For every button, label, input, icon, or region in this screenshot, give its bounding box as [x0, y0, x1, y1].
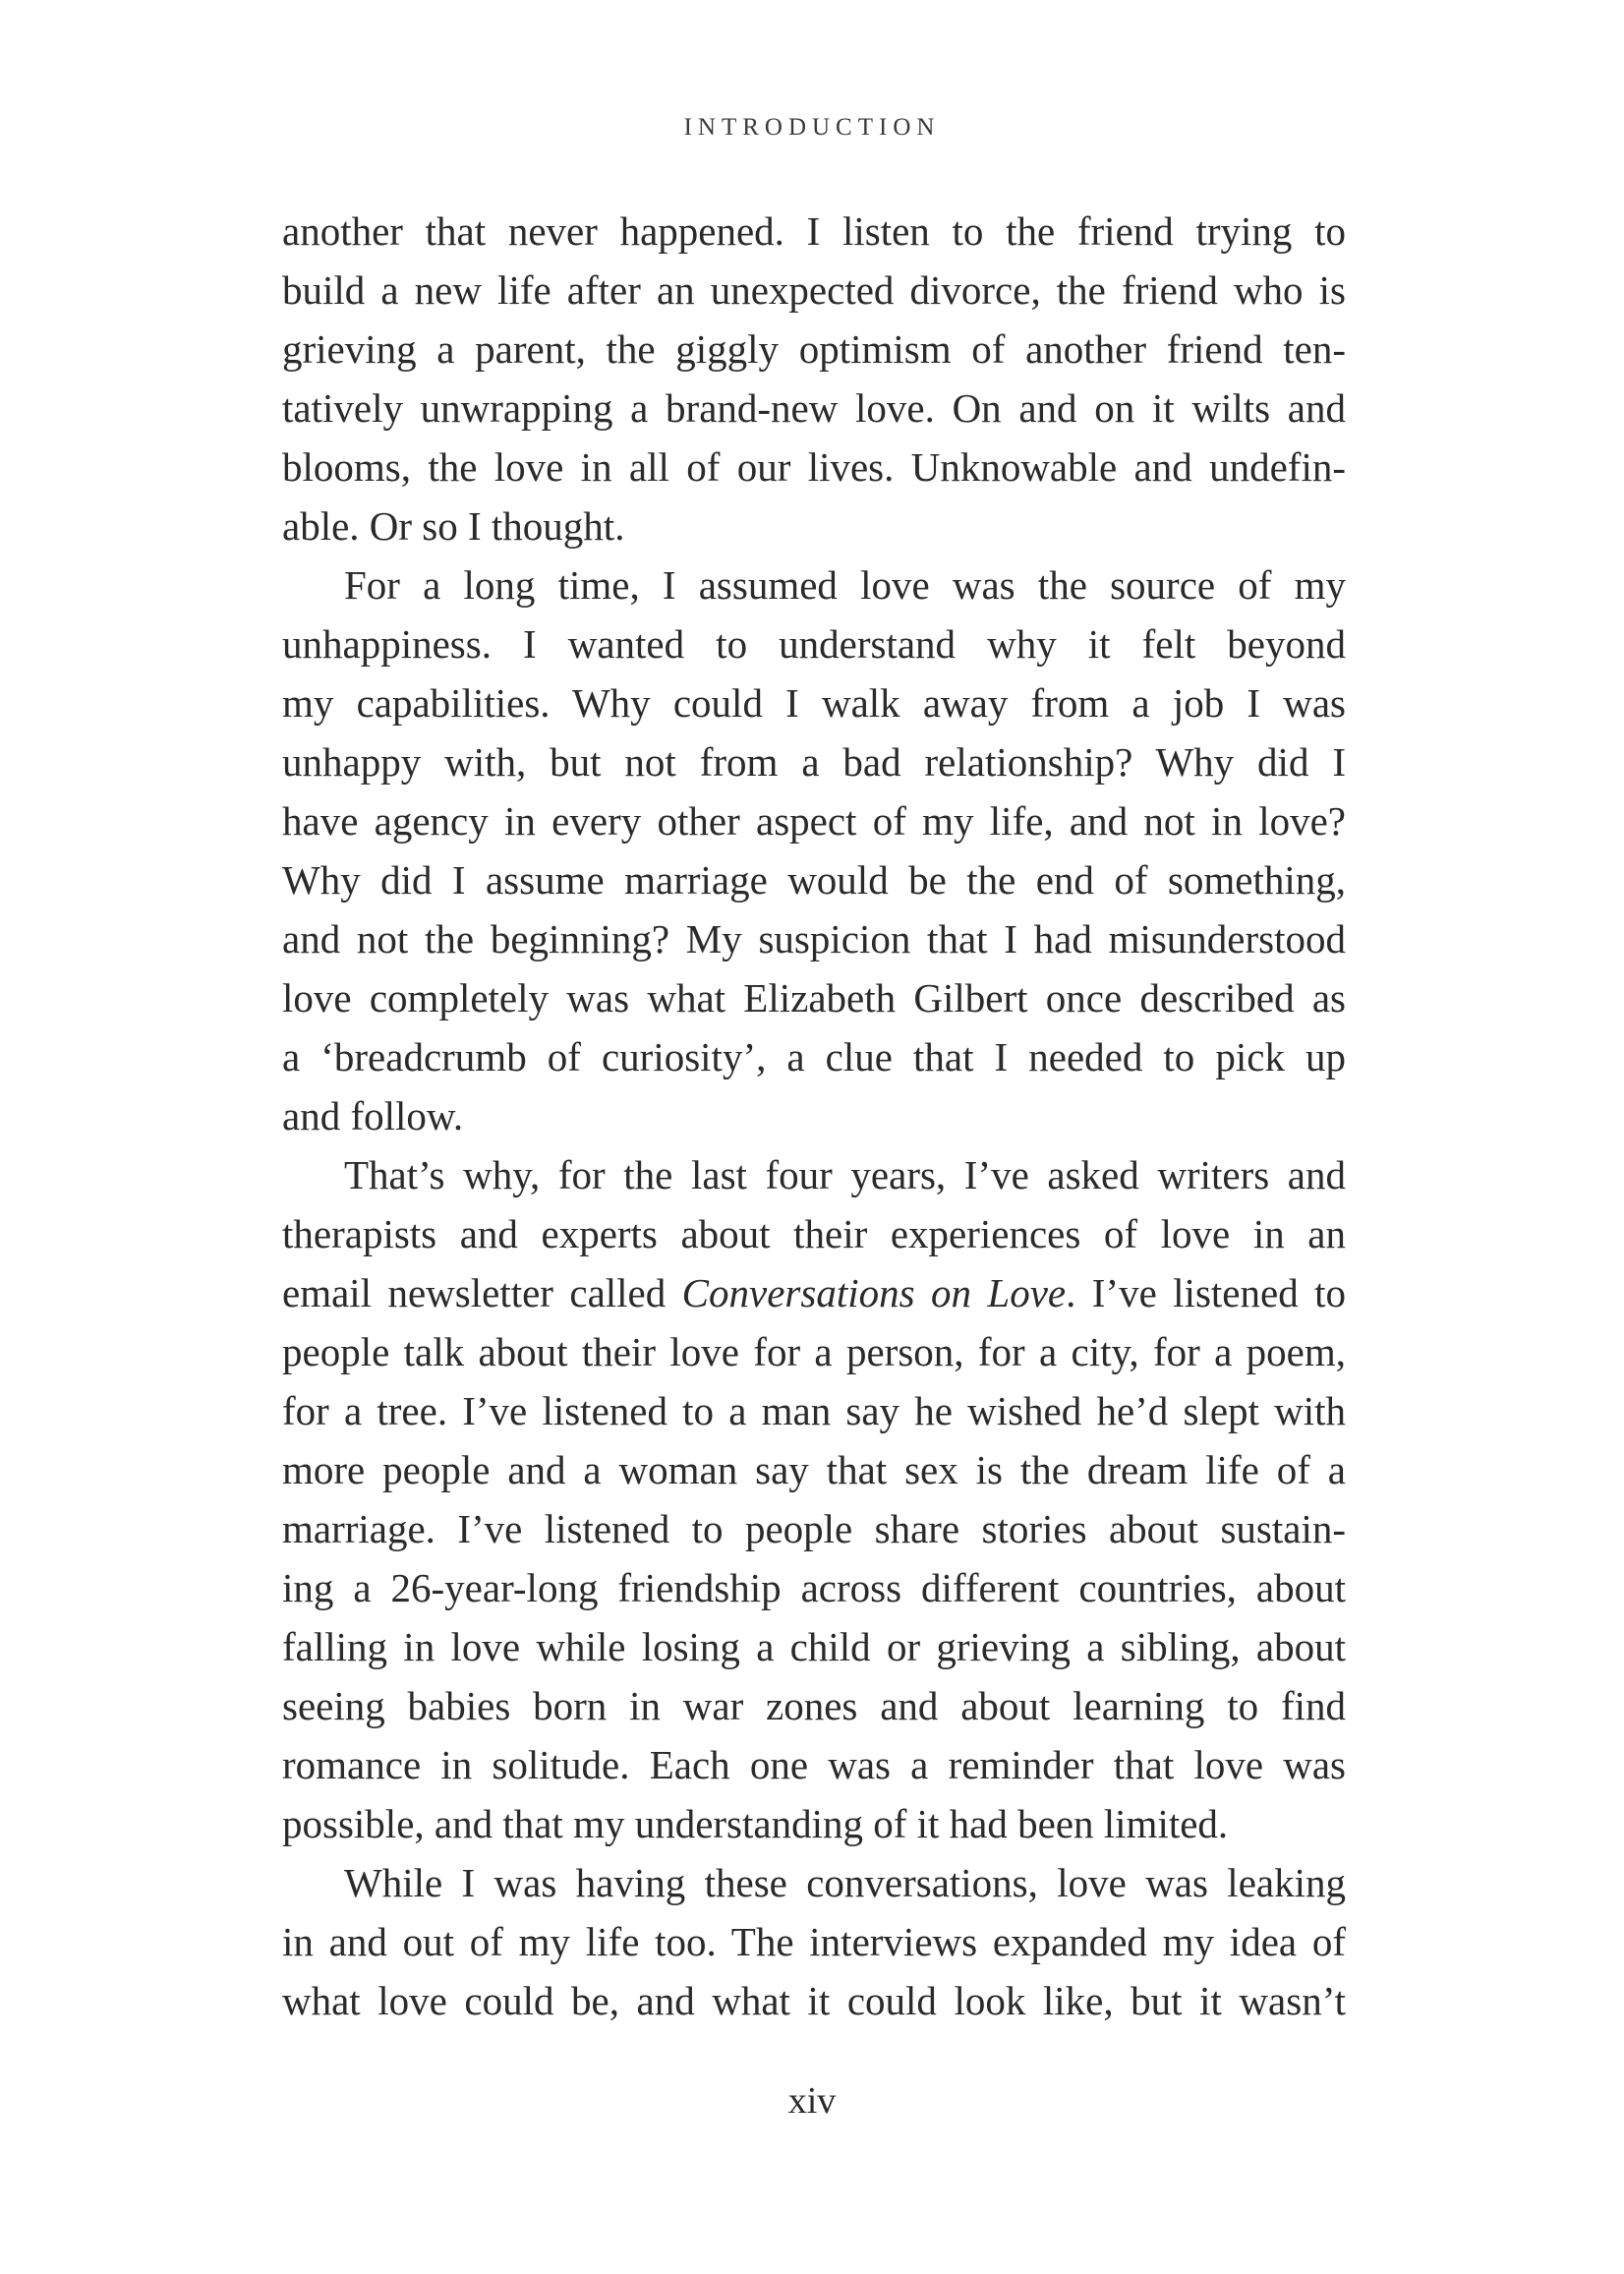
text-line: and not the beginning? My suspicion that I had misunderstood	[282, 916, 1346, 962]
text-line: and follow.	[282, 1093, 464, 1138]
body-text	[282, 202, 1346, 2030]
text-line: my capabilities. Why could I walk away from a job I was	[282, 680, 1346, 726]
text-line: Why did I assume marriage would be the end of something,	[282, 857, 1346, 903]
text-line: falling in love while losing a child or grieving a sibling, about	[282, 1624, 1346, 1669]
text-line: a ‘breadcrumb of curiosity’, a clue that I needed to pick up	[282, 1034, 1346, 1079]
text-line: unhappiness. I wanted to understand why it felt beyond	[282, 621, 1346, 667]
text-segment: email newsletter called	[282, 1270, 682, 1315]
text-line: another that never happened. I listen to the friend trying to	[282, 208, 1346, 254]
text-line: tatively unwrapping a brand-new love. On and on it wilts and	[282, 385, 1346, 431]
text-line: in and out of my life too. The interviews expanded my idea of	[282, 1919, 1346, 1964]
running-head: INTRODUCTION	[683, 114, 941, 141]
text-line: what love could be, and what it could look like, but it wasn’t	[282, 1978, 1346, 2023]
text-line: love completely was what Elizabeth Gilbert once described as	[282, 975, 1346, 1020]
text-line: therapists and experts about their experiences of love in an	[282, 1211, 1346, 1256]
text-segment: . I’ve listened to	[1066, 1270, 1346, 1315]
text-line: able. Or so I thought.	[282, 503, 625, 549]
text-line	[282, 1263, 1346, 1322]
text-line: That’s why, for the last four years, I’ve asked writers and	[344, 1152, 1346, 1197]
text-line: While I was having these conversations, love was leaking	[344, 1860, 1346, 1905]
text-line: people talk about their love for a person, for a city, for a poem,	[282, 1329, 1346, 1374]
text-line: build a new life after an unexpected divorce, the friend who is	[282, 267, 1346, 313]
text-line: grieving a parent, the giggly optimism of another friend ten-	[282, 326, 1346, 372]
text-line: possible, and that my understanding of it had been limited.	[282, 1801, 1229, 1846]
text-line: romance in solitude. Each one was a reminder that love was	[282, 1742, 1346, 1787]
text-line: marriage. I’ve listened to people share stories about sustain-	[282, 1506, 1346, 1551]
text-line: blooms, the love in all of our lives. Unknowable and undefin-	[282, 444, 1346, 490]
newsletter-title: Conversations on Love	[681, 1270, 1067, 1315]
text-line: For a long time, I assumed love was the source of my	[344, 562, 1346, 608]
text-line: unhappy with, but not from a bad relationship? Why did I	[282, 739, 1346, 785]
page-number: xiv	[787, 2080, 837, 2122]
text-line: ing a 26-year-long friendship across different countries, about	[282, 1565, 1346, 1610]
text-line: for a tree. I’ve listened to a man say he wished he’d slept with	[282, 1388, 1346, 1433]
text-line: more people and a woman say that sex is the dream life of a	[282, 1447, 1346, 1492]
text-line: have agency in every other aspect of my life, and not in love?	[282, 798, 1346, 844]
text-line: seeing babies born in war zones and about learning to find	[282, 1683, 1346, 1728]
